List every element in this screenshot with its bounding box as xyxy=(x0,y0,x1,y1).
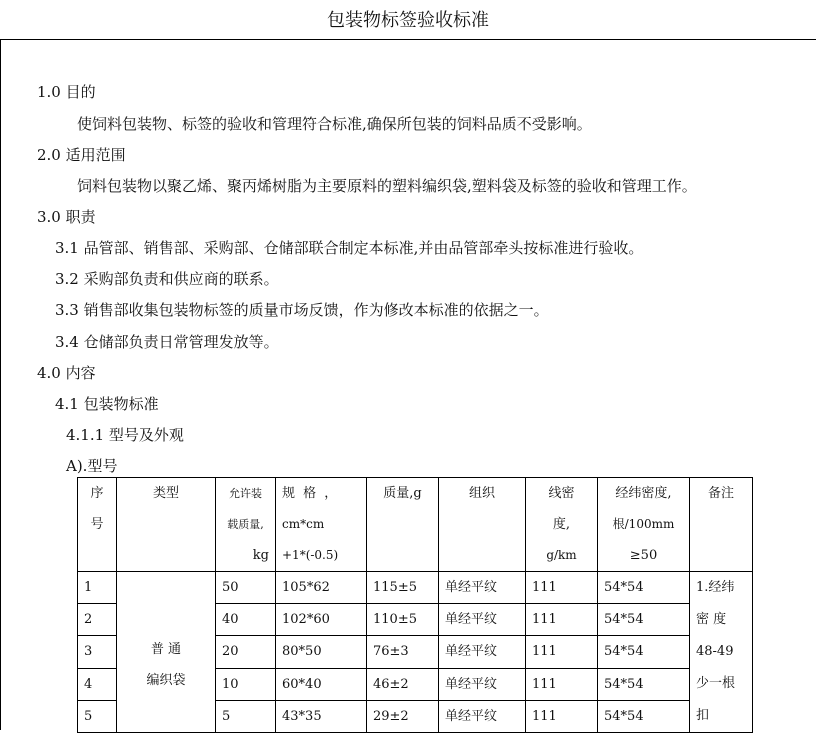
table-header-row xyxy=(78,478,753,572)
header-type: 类型 xyxy=(117,478,216,572)
section-3-3: 3.3 销售部收集包装物标签的质量市场反馈，作为修改本标准的依据之一。 xyxy=(55,301,549,319)
cell-load: 40 xyxy=(216,604,276,636)
cell-warp-weft: 54*54 xyxy=(598,636,690,668)
cell-mass: 46±2 xyxy=(367,668,439,700)
cell-size: 80*50 xyxy=(276,636,367,668)
cell-warp-weft: 54*54 xyxy=(598,604,690,636)
left-border xyxy=(0,39,1,730)
subsection-a: A).型号 xyxy=(66,457,118,475)
cell-density: 111 xyxy=(526,668,598,700)
cell-size: 105*62 xyxy=(276,572,367,604)
header-weave: 组织 xyxy=(439,478,526,572)
cell-index: 2 xyxy=(78,604,117,636)
cell-mass: 110±5 xyxy=(367,604,439,636)
cell-mass: 76±3 xyxy=(367,636,439,668)
header-note: 备注 xyxy=(690,478,753,572)
table-row xyxy=(78,572,753,604)
cell-density: 111 xyxy=(526,604,598,636)
header-mass: 质量,g xyxy=(367,478,439,572)
cell-density: 111 xyxy=(526,572,598,604)
spec-table xyxy=(77,477,753,733)
section-3-4: 3.4 仓储部负责日常管理发放等。 xyxy=(55,333,279,351)
section-4-heading: 4.0 内容 xyxy=(37,364,96,382)
cell-warp-weft: 54*54 xyxy=(598,572,690,604)
section-1-heading: 1.0 目的 xyxy=(37,83,96,101)
cell-density: 111 xyxy=(526,700,598,732)
section-3-1: 3.1 品管部、销售部、采购部、仓储部联合制定本标准,并由品管部牵头按标准进行验收。 xyxy=(55,239,644,257)
cell-load: 50 xyxy=(216,572,276,604)
cell-weave: 单经平纹 xyxy=(439,700,526,732)
header-warp-weft: 经纬密度, 根/100mm ≥50 xyxy=(598,478,690,572)
cell-warp-weft: 54*54 xyxy=(598,668,690,700)
cell-size: 43*35 xyxy=(276,700,367,732)
cell-index: 1 xyxy=(78,572,117,604)
header-size: 规 格 ， cm*cm +1*(-0.5) xyxy=(276,478,367,572)
section-4-1: 4.1 包装物标准 xyxy=(55,395,159,413)
cell-density: 111 xyxy=(526,636,598,668)
cell-load: 10 xyxy=(216,668,276,700)
cell-weave: 单经平纹 xyxy=(439,636,526,668)
cell-mass: 115±5 xyxy=(367,572,439,604)
section-2-heading: 2.0 适用范围 xyxy=(37,146,126,164)
cell-index: 4 xyxy=(78,668,117,700)
cell-load: 5 xyxy=(216,700,276,732)
cell-note: 1.经纬 密 度 48-49 少一根 扣 xyxy=(690,572,753,733)
cell-size: 102*60 xyxy=(276,604,367,636)
cell-weave: 单经平纹 xyxy=(439,668,526,700)
cell-weave: 单经平纹 xyxy=(439,572,526,604)
cell-type: 普 通 编织袋 xyxy=(117,572,216,733)
section-3-heading: 3.0 职责 xyxy=(37,208,96,226)
cell-index: 3 xyxy=(78,636,117,668)
section-4-1-1: 4.1.1 型号及外观 xyxy=(66,426,184,444)
cell-index: 5 xyxy=(78,700,117,732)
section-1-text: 使饲料包装物、标签的验收和管理符合标准,确保所包装的饲料品质不受影响。 xyxy=(77,115,592,133)
header-density: 线密 度, g/km xyxy=(526,478,598,572)
cell-load: 20 xyxy=(216,636,276,668)
document-title: 包装物标签验收标准 xyxy=(327,10,489,31)
section-3-2: 3.2 采购部负责和供应商的联系。 xyxy=(55,270,279,288)
header-load: 允许装 载质量, kg xyxy=(216,478,276,572)
cell-size: 60*40 xyxy=(276,668,367,700)
header-index: 序 号 xyxy=(78,478,117,572)
cell-mass: 29±2 xyxy=(367,700,439,732)
title-divider xyxy=(0,39,816,40)
section-2-text: 饲料包装物以聚乙烯、聚丙烯树脂为主要原料的塑料编织袋,塑料袋及标签的验收和管理工作。 xyxy=(77,177,697,195)
cell-warp-weft: 54*54 xyxy=(598,700,690,732)
cell-weave: 单经平纹 xyxy=(439,604,526,636)
